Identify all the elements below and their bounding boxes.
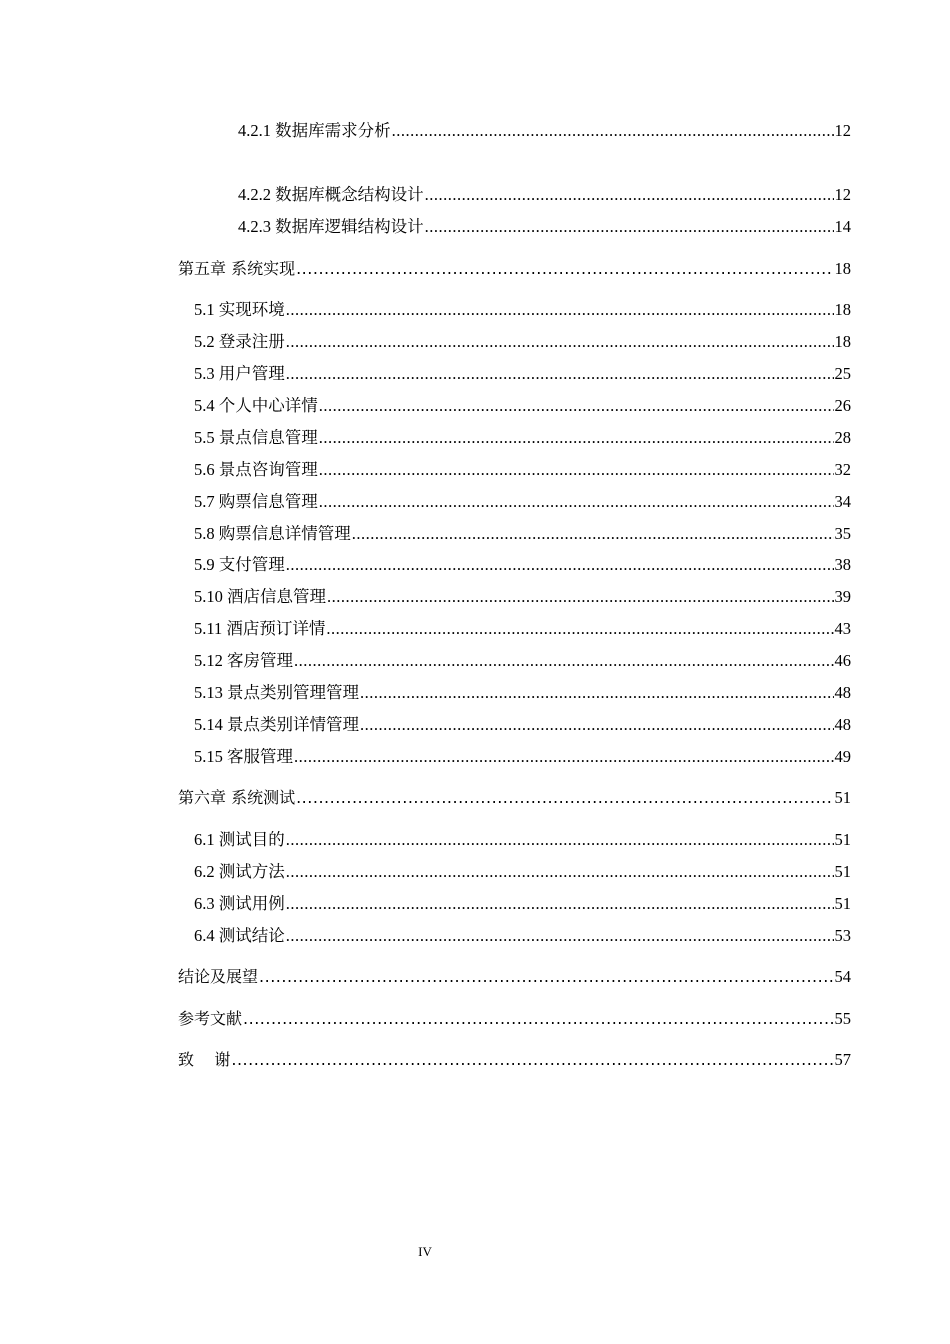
toc-entry-label: 4.2.2 数据库概念结构设计 [238, 185, 424, 204]
toc-dot-leader [294, 747, 834, 767]
toc-entry[interactable] [194, 396, 851, 416]
toc-entry-label: 6.1 测试目的 [194, 830, 285, 849]
toc-dot-leader [319, 460, 834, 480]
toc-entry-label: 5.12 客房管理 [194, 651, 293, 670]
toc-dot-leader [286, 555, 834, 575]
toc-entry-page: 12 [834, 185, 851, 204]
toc-entry-page: 18 [834, 332, 851, 351]
toc-entry-page: 35 [834, 524, 851, 543]
toc-entry[interactable] [194, 926, 851, 946]
toc-chapter-entry[interactable] [178, 259, 851, 279]
toc-entry-page: 57 [834, 1050, 851, 1069]
toc-dot-leader [243, 1009, 833, 1029]
toc-dot-leader [360, 715, 834, 735]
toc-entry[interactable] [194, 492, 851, 512]
toc-entry-page: 14 [834, 217, 851, 236]
toc-entry-label: 结论及展望 [178, 967, 259, 986]
toc-entry-label: 5.15 客服管理 [194, 747, 293, 766]
toc-entry-label: 5.4 个人中心详情 [194, 396, 318, 415]
toc-dot-leader [286, 830, 834, 850]
toc-entry-label: 5.13 景点类别管理管理 [194, 683, 359, 702]
toc-dot-leader [319, 428, 834, 448]
toc-entry[interactable] [194, 619, 851, 639]
toc-dot-leader [286, 300, 834, 320]
toc-entry-label: 5.2 登录注册 [194, 332, 285, 351]
toc-entry-page: 32 [834, 460, 851, 479]
toc-entry-page: 51 [834, 894, 851, 913]
toc-entry-label: 5.3 用户管理 [194, 364, 285, 383]
toc-entry[interactable] [238, 121, 851, 141]
toc-entry-label: 5.5 景点信息管理 [194, 428, 318, 447]
toc-entry-label: 参考文献 [178, 1009, 243, 1028]
toc-entry[interactable] [194, 651, 851, 671]
toc-entry-page: 55 [834, 1009, 851, 1028]
toc-entry[interactable] [194, 587, 851, 607]
toc-entry[interactable] [194, 300, 851, 320]
toc-dot-leader [326, 619, 833, 639]
toc-chapter-entry[interactable] [178, 1009, 851, 1029]
toc-entry-page: 53 [834, 926, 851, 945]
toc-entry-label: 5.8 购票信息详情管理 [194, 524, 351, 543]
toc-dot-leader [327, 587, 834, 607]
toc-dot-leader [286, 332, 834, 352]
toc-entry[interactable] [194, 715, 851, 735]
toc-entry[interactable] [238, 185, 851, 205]
toc-chapter-entry[interactable] [178, 788, 851, 808]
toc-entry-page: 26 [834, 396, 851, 415]
toc-entry[interactable] [194, 862, 851, 882]
toc-entry[interactable] [194, 683, 851, 703]
toc-entry[interactable] [194, 747, 851, 767]
toc-entry-page: 12 [834, 121, 851, 140]
toc-entry-label: 5.1 实现环境 [194, 300, 285, 319]
toc-entry-label: 5.9 支付管理 [194, 555, 285, 574]
toc-entry-label: 4.2.1 数据库需求分析 [238, 121, 391, 140]
toc-entry[interactable] [194, 332, 851, 352]
toc-dot-leader [425, 217, 834, 237]
toc-dot-leader [425, 185, 834, 205]
toc-dot-leader [392, 121, 834, 141]
toc-entry-page: 48 [834, 715, 851, 734]
toc-dot-leader [296, 788, 833, 808]
toc-entry-page: 48 [834, 683, 851, 702]
toc-chapter-entry[interactable] [178, 1050, 851, 1070]
toc-entry-page: 39 [834, 587, 851, 606]
toc-entry-label: 6.2 测试方法 [194, 862, 285, 881]
toc-entry-page: 18 [834, 259, 851, 278]
toc-entry[interactable] [194, 460, 851, 480]
toc-dot-leader [286, 364, 834, 384]
toc-entry[interactable] [194, 428, 851, 448]
toc-dot-leader [352, 524, 834, 544]
toc-entry[interactable] [194, 364, 851, 384]
toc-entry[interactable] [194, 524, 851, 544]
toc-entry-label: 5.7 购票信息管理 [194, 492, 318, 511]
page-number: IV [418, 1244, 432, 1259]
toc-entry-label: 4.2.3 数据库逻辑结构设计 [238, 217, 424, 236]
toc-entry-page: 28 [834, 428, 851, 447]
toc-dot-leader [294, 651, 834, 671]
toc-dot-leader [360, 683, 834, 703]
toc-dot-leader [286, 926, 834, 946]
toc-chapter-entry[interactable] [178, 967, 851, 987]
toc-entry-label: 6.4 测试结论 [194, 926, 285, 945]
toc-entry-page: 51 [834, 788, 851, 807]
toc-entry-label: 第五章 系统实现 [178, 259, 296, 278]
toc-entry-page: 49 [834, 747, 851, 766]
toc-dot-leader [319, 396, 834, 416]
toc-dot-leader [286, 862, 834, 882]
toc-dot-leader [286, 894, 834, 914]
toc-entry[interactable] [194, 830, 851, 850]
toc-entry-page: 34 [834, 492, 851, 511]
toc-dot-leader [296, 259, 833, 279]
toc-entry-label: 第六章 系统测试 [178, 788, 296, 807]
toc-dot-leader [231, 1050, 833, 1070]
toc-entry-label: 5.6 景点咨询管理 [194, 460, 318, 479]
toc-entry-label: 5.10 酒店信息管理 [194, 587, 326, 606]
toc-dot-leader [319, 492, 834, 512]
toc-entry[interactable] [238, 217, 851, 237]
toc-entry-label: 致 谢 [178, 1050, 231, 1069]
toc-dot-leader [259, 967, 833, 987]
toc-entry-page: 51 [834, 830, 851, 849]
toc-entry-page: 54 [834, 967, 851, 986]
toc-entry[interactable] [194, 555, 851, 575]
toc-entry[interactable] [194, 894, 851, 914]
toc-entry-label: 5.14 景点类别详情管理 [194, 715, 359, 734]
toc-entry-page: 43 [834, 619, 851, 638]
toc-entry-page: 38 [834, 555, 851, 574]
toc-entry-page: 25 [834, 364, 851, 383]
toc-entry-label: 5.11 酒店预订详情 [194, 619, 326, 638]
toc-entry-page: 46 [834, 651, 851, 670]
toc-entry-page: 18 [834, 300, 851, 319]
toc-entry-label: 6.3 测试用例 [194, 894, 285, 913]
toc-entry-page: 51 [834, 862, 851, 881]
